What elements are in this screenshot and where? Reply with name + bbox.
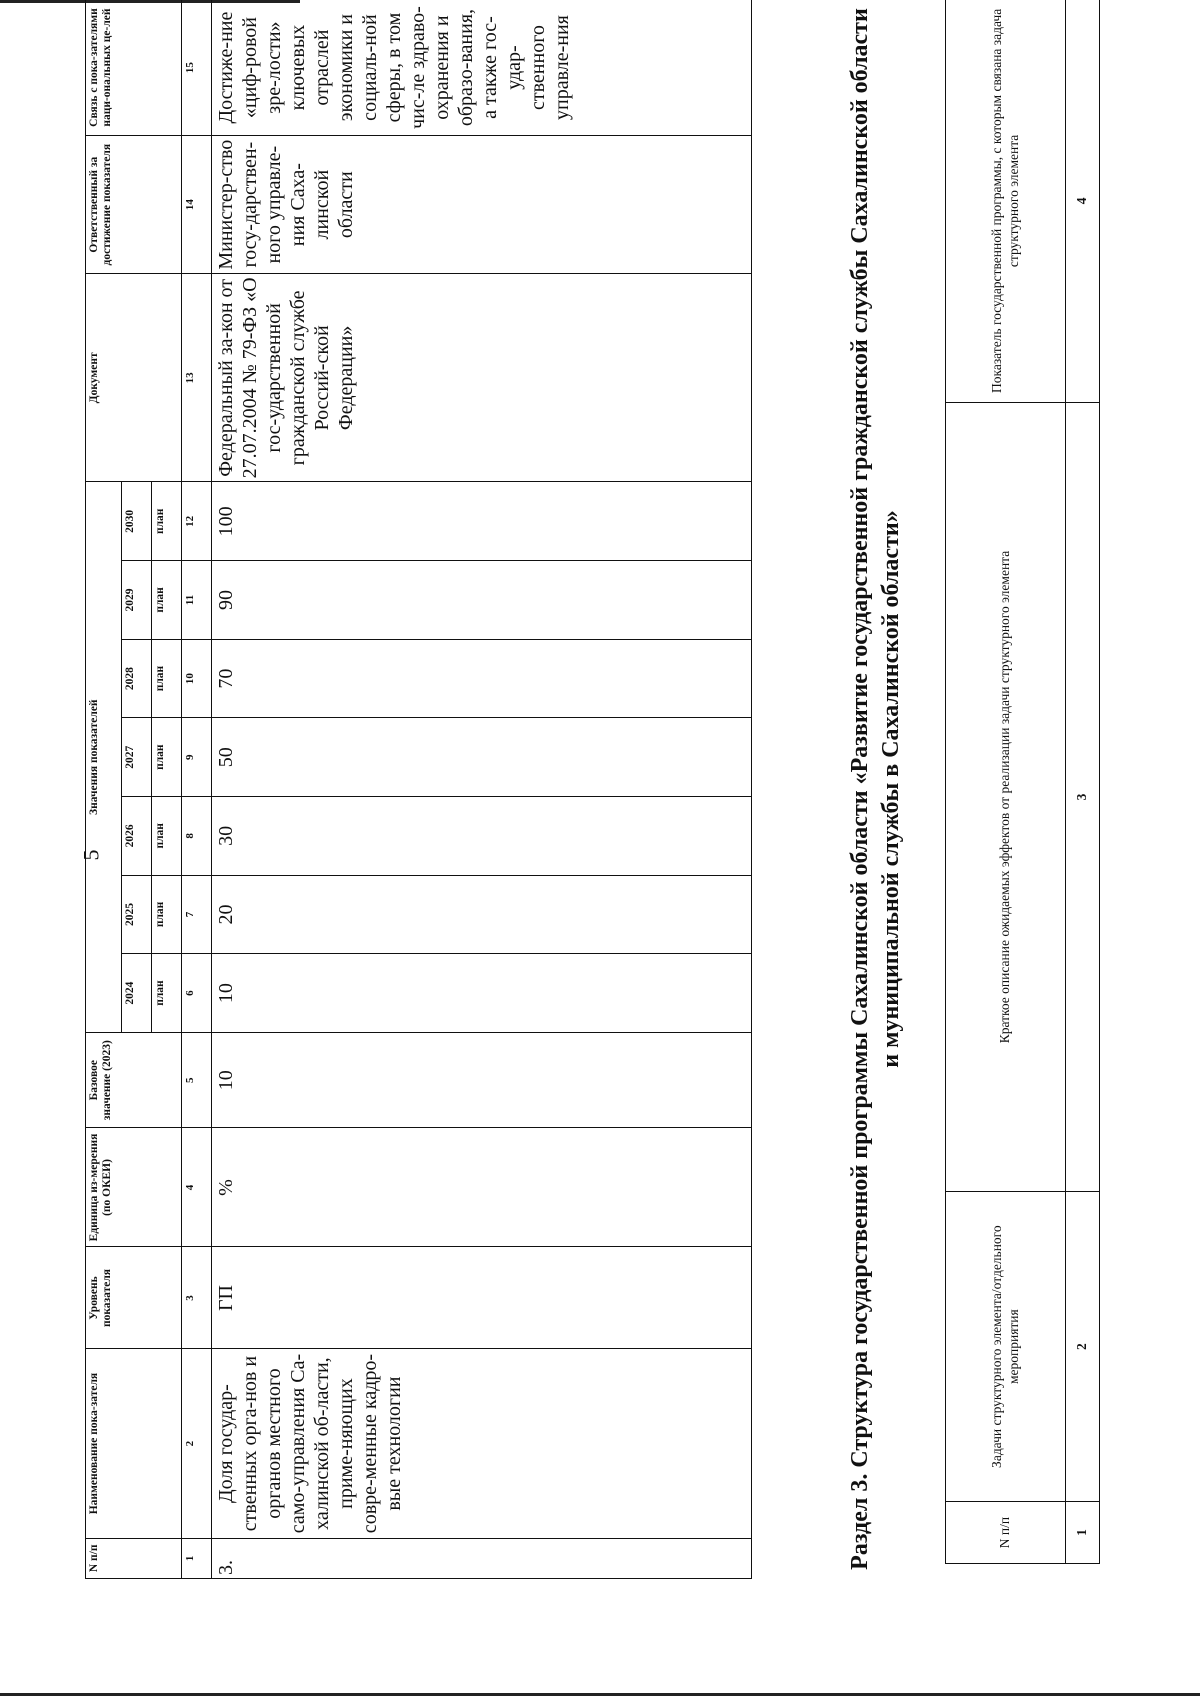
plan-label: план	[152, 561, 182, 640]
value-2030: 100	[212, 482, 752, 561]
value-2024: 10	[212, 954, 752, 1033]
struct-header-effects: Краткое описание ожидаемых эффектов от реализации задачи структурного элемента	[946, 402, 1066, 1191]
year-header: 2028	[122, 639, 152, 718]
column-number: 14	[182, 136, 212, 274]
indicator-table	[85, 0, 752, 1579]
structure-table	[945, 0, 1100, 1564]
struct-column-number: 4	[1066, 0, 1100, 402]
struct-header-n: N п/п	[946, 1502, 1066, 1564]
col-header-n: N п/п	[86, 1538, 182, 1578]
plan-label: план	[152, 875, 182, 954]
value-2027: 50	[212, 718, 752, 797]
column-number: 15	[182, 0, 212, 136]
plan-label: план	[152, 718, 182, 797]
plan-label: план	[152, 639, 182, 718]
plan-label: план	[152, 954, 182, 1033]
indicator-unit: %	[212, 1128, 752, 1247]
col-header-level: Уровень показателя	[86, 1247, 182, 1349]
col-header-unit: Единица из-мерения (по ОКЕИ)	[86, 1128, 182, 1247]
rotated-page-content	[85, 0, 1125, 1579]
table-row	[212, 0, 752, 1579]
column-number: 9	[182, 718, 212, 797]
col-header-name: Наименование пока-зателя	[86, 1349, 182, 1538]
year-header: 2029	[122, 561, 152, 640]
scan-edge-bottom	[0, 1693, 1200, 1696]
plan-label: план	[152, 797, 182, 876]
col-header-values: Значения показателей	[86, 482, 122, 1032]
page-number: 5	[78, 849, 104, 861]
column-number: 10	[182, 639, 212, 718]
struct-column-number: 3	[1066, 402, 1100, 1191]
column-number: 5	[182, 1032, 212, 1128]
year-header: 2026	[122, 797, 152, 876]
column-number: 1	[182, 1538, 212, 1578]
year-header: 2027	[122, 718, 152, 797]
document-ref: Федеральный за-кон от 27.07.2004 № 79-ФЗ «О гос-ударственной гражданской службе Россий-ской Федерации»	[212, 274, 752, 482]
plan-label: план	[152, 482, 182, 561]
value-2025: 20	[212, 875, 752, 954]
indicator-level: ГП	[212, 1247, 752, 1349]
base-value: 10	[212, 1032, 752, 1128]
year-header: 2024	[122, 954, 152, 1033]
responsible-body: Министер-ство госу-дарствен-ного управле-ния Саха-линской области	[212, 136, 752, 274]
struct-column-number: 2	[1066, 1192, 1100, 1502]
year-header: 2030	[122, 482, 152, 561]
column-number: 6	[182, 954, 212, 1033]
value-2029: 90	[212, 561, 752, 640]
col-header-document: Документ	[86, 274, 182, 482]
year-header: 2025	[122, 875, 152, 954]
section-3-title: Раздел 3. Структура государственной программы Сахалинской области «Развитие государственной гражданской службы Сахалинской области и муниципальной службы в Сахалинской области»	[847, 8, 905, 1570]
indicator-name: Доля государ-ственных орга-нов и органов местного само-управления Са-халинской об-ласти, приме-няющих совре-менные кадро-вые технологии	[212, 1349, 752, 1538]
national-goals-link: Достиже-ние «циф-ровой зре-лости» ключевых отраслей экономики и социаль-ной сферы, в том чис-ле здраво-охранения и образо-вания, а также гос-удар-ственного управле-ния	[212, 0, 752, 136]
column-number: 8	[182, 797, 212, 876]
col-header-responsible: Ответственный за достижение показателя	[86, 136, 182, 274]
column-number: 12	[182, 482, 212, 561]
struct-column-number: 1	[1066, 1502, 1100, 1564]
column-number: 7	[182, 875, 212, 954]
row-number: 3.	[212, 1538, 752, 1578]
column-number: 3	[182, 1247, 212, 1349]
col-header-link: Связь с пока-зателями наци-ональных це-лей	[86, 0, 182, 136]
value-2026: 30	[212, 797, 752, 876]
value-2028: 70	[212, 639, 752, 718]
col-header-base: Базовое значение (2023)	[86, 1032, 182, 1128]
column-number: 13	[182, 274, 212, 482]
column-number: 2	[182, 1349, 212, 1538]
struct-header-indicator: Показатель государственной программы, с которым связана задача структурного элемента	[946, 0, 1066, 402]
column-number: 4	[182, 1128, 212, 1247]
column-number: 11	[182, 561, 212, 640]
struct-header-tasks: Задачи структурного элемента/отдельного мероприятия	[946, 1192, 1066, 1502]
